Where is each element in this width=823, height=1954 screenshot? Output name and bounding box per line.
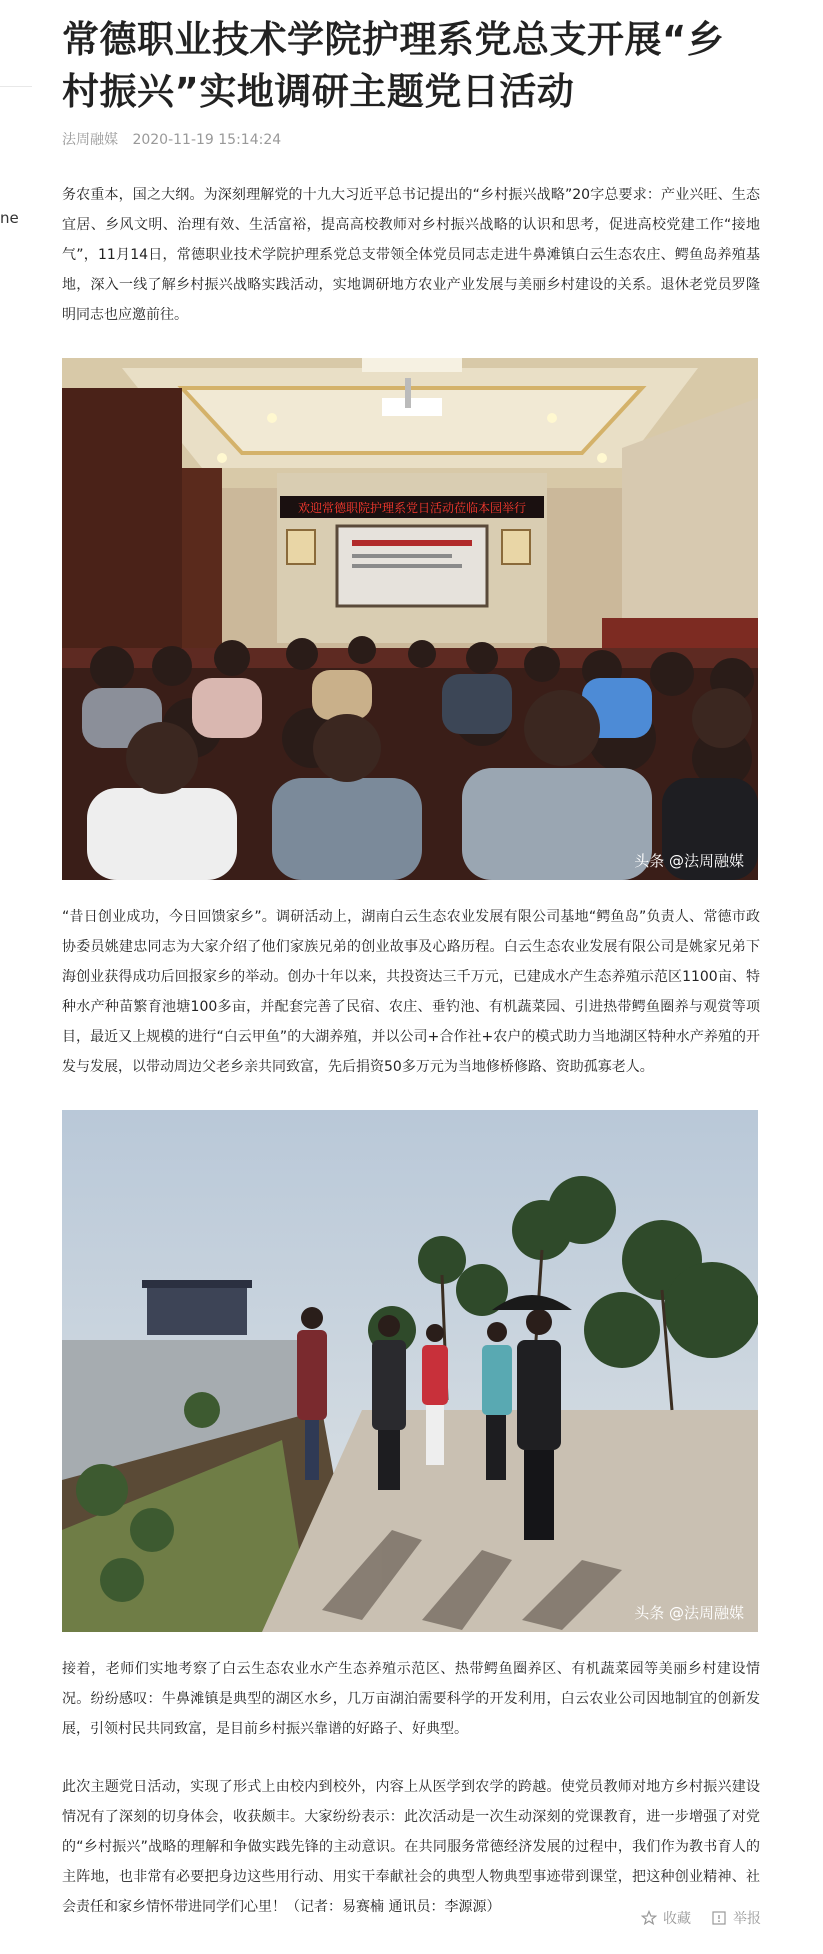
article-footer [627,1908,761,1928]
report-label: 举报 [733,1911,761,1927]
article-datetime: 2020-11-19 15:14:24 [132,132,282,148]
meeting-photo [62,358,758,880]
report-button[interactable] [711,1908,761,1928]
left-text-fragment: ne [0,209,19,227]
favorite-button[interactable] [641,1908,691,1928]
article-title: 常德职业技术学院护理系党总支开展“乡村振兴”实地调研主题党日活动 [62,18,725,113]
article [62,14,760,1922]
photo-watermark-1: 头条 @法周融媒 [634,852,744,870]
banner-text: 欢迎常德职院护理系党日活动莅临本园举行 [297,501,527,515]
flag-icon [711,1910,727,1926]
field-visit-photo [62,1110,758,1632]
paragraph-1: 务农重本，国之大纲。为深刻理解党的十九大习近平总书记提出的“乡村振兴战略”20字总要求：产业兴旺、生态宜居、乡风文明、治理有效、生活富裕，提高高校教师对乡村振兴战略的认识和思考，促进高校党建工作“接地气”，11月14日，常德职业技术学院护理系党总支带领全体党员同志走进牛鼻滩镇白云生态农庄、鳄鱼岛养殖基地，深入一线了解乡村振兴战略实践活动，实地调研地方农业产业发展与美丽乡村建设的关系。退休老党员罗隆明同志也应邀前往。 [62,187,760,323]
favorite-label: 收藏 [663,1911,691,1927]
field-visit-photo-graphic [62,1110,758,1632]
star-icon [641,1910,657,1926]
paragraph-4: 此次主题党日活动，实现了形式上由校内到校外，内容上从医学到农学的跨越。使党员教师对地方乡村振兴建设情况有了深刻的切身体会，收获颇丰。大家纷纷表示：此次活动是一次生动深刻的党课教育，进一步增强了对党的“乡村振兴”战略的理解和争做实践先锋的主动意识。在共同服务常德经济发展的过程中，我们作为教书育人的主阵地，也非常有必要把身边这些用行动、用实干奉献社会的典型人物典型事迹带到课堂，把这种创业精神、社会责任和家乡情怀带进同学们心里！（记者：易赛楠 通讯员：李源源） [62,1779,760,1915]
photo-watermark-2: 头条 @法周融媒 [634,1604,744,1622]
paragraph-3: 接着，老师们实地考察了白云生态农业水产生态养殖示范区、热带鳄鱼圈养区、有机蔬菜园等美丽乡村建设情况。纷纷感叹：牛鼻滩镇是典型的湖区水乡，几万亩湖泊需要科学的开发利用，白云农业公司因地制宜的创新发展，引领村民共同致富，是目前乡村振兴靠谱的好路子、好典型。 [62,1661,760,1737]
article-meta [62,130,760,150]
article-source[interactable]: 法周融媒 [62,132,118,148]
paragraph-2: “昔日创业成功，今日回馈家乡”。调研活动上，湖南白云生态农业发展有限公司基地“鳄鱼岛”负责人、常德市政协委员姚建忠同志为大家介绍了他们家族兄弟的创业故事及心路历程。白云生态农业发展有限公司是姚家兄弟下海创业获得成功后回报家乡的举动。创办十年以来，共投资达三千万元，已建成水产生态养殖示范区1100亩、特种水产种苗繁育池塘100多亩，并配套完善了民宿、农庄、垂钓池、有机蔬菜园、引进热带鳄鱼圈养与观赏等项目，最近又上规模的进行“白云甲鱼”的大湖养殖，并以公司+合作社+农户的模式助力当地湖区特种水产养殖的开发与发展，以带动周边父老乡亲共同致富，先后捐资50多万元为当地修桥修路、资助孤寡老人。 [62,909,760,1075]
meeting-photo-graphic [62,358,758,880]
left-divider [0,86,32,87]
